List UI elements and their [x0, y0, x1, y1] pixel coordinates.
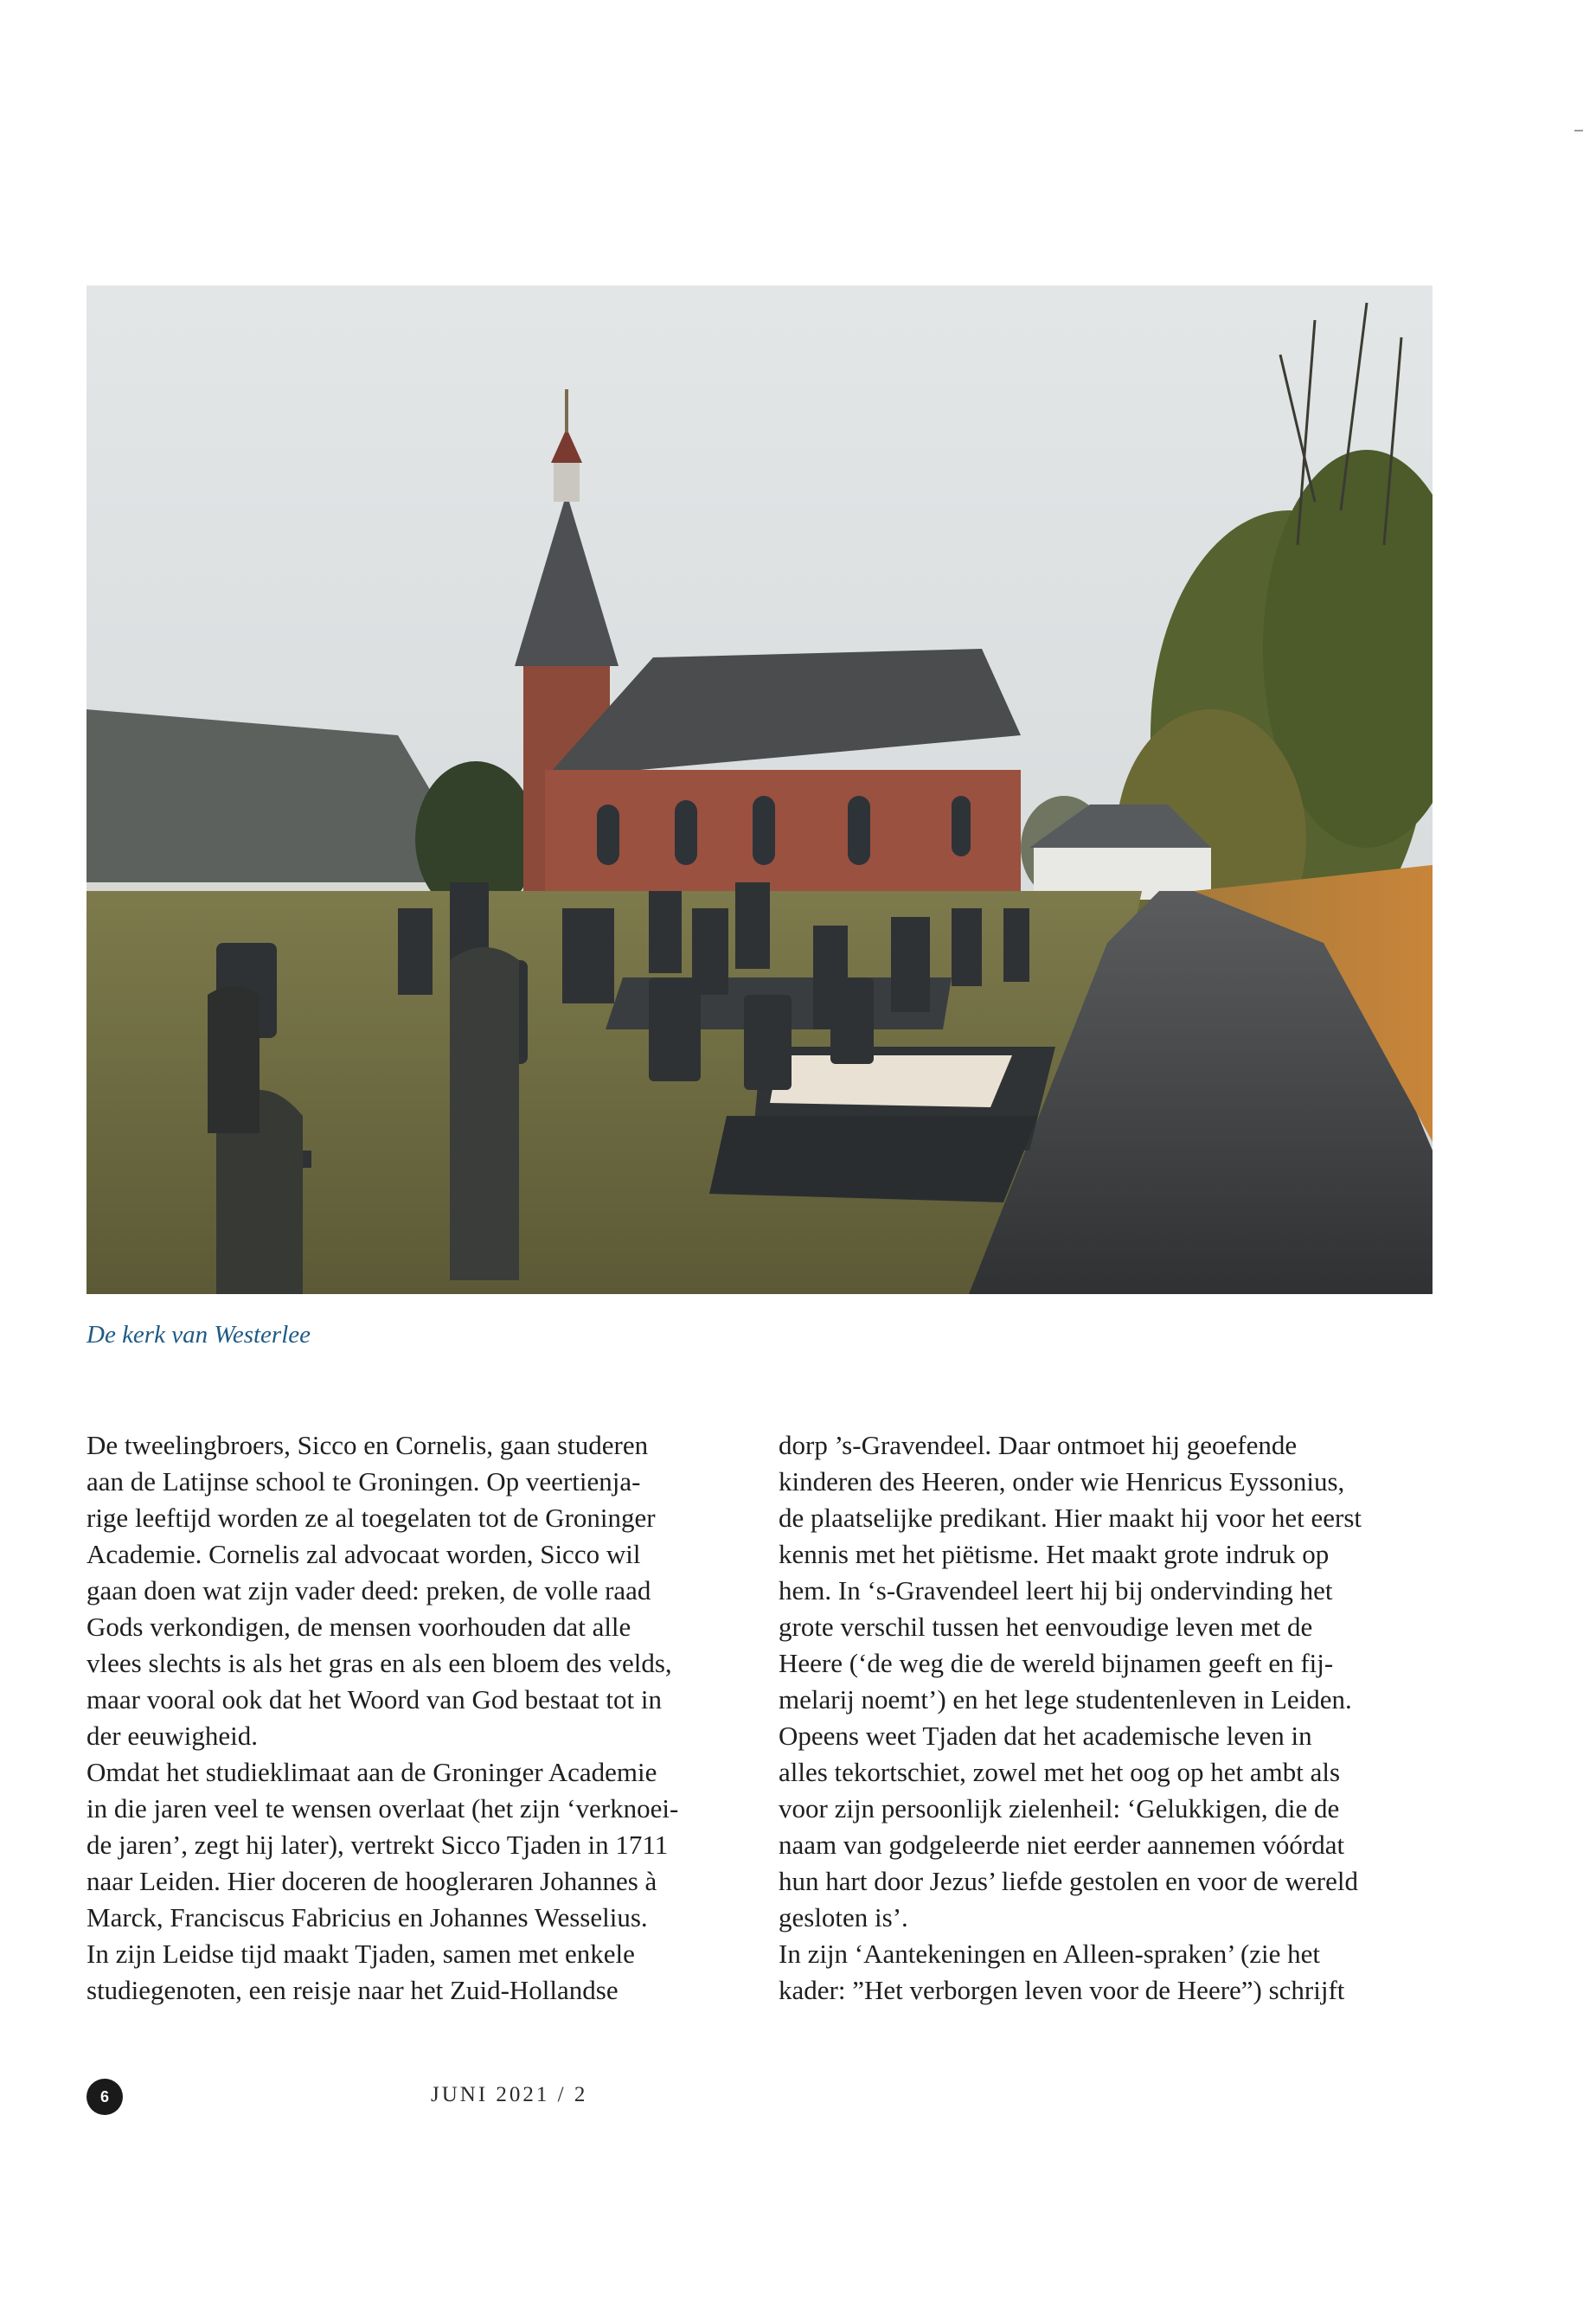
- page-edge-mark: [1574, 130, 1583, 131]
- body-line: melarij noemt’) en het lege studentenleven in Leiden.: [779, 1684, 1352, 1715]
- church-photo: [87, 285, 1433, 1294]
- body-line: kennis met het piëtisme. Het maakt grote indruk op: [779, 1539, 1330, 1569]
- body-line: rige leeftijd worden ze al toegelaten tot de Groninger: [87, 1503, 656, 1533]
- body-line: der eeuwigheid.: [87, 1721, 258, 1751]
- body-line: Marck, Franciscus Fabricius en Johannes Wesselius.: [87, 1902, 648, 1932]
- body-line: maar vooral ook dat het Woord van God bestaat tot in: [87, 1684, 662, 1715]
- body-line: hun hart door Jezus’ liefde gestolen en voor de wereld: [779, 1866, 1358, 1896]
- body-line: hem. In ‘s-Gravendeel leert hij bij ondervinding het: [779, 1575, 1333, 1606]
- body-line: kinderen des Heeren, onder wie Henricus Eyssonius,: [779, 1466, 1345, 1497]
- body-line: grote verschil tussen het eenvoudige leven met de: [779, 1612, 1313, 1642]
- body-line: Opeens weet Tjaden dat het academische leven in: [779, 1721, 1312, 1751]
- body-line: Heere (‘de weg die de wereld bijnamen geeft en fij-: [779, 1648, 1334, 1678]
- body-line: Omdat het studieklimaat aan de Groninger Academie: [87, 1757, 657, 1787]
- body-line: in die jaren veel te wensen overlaat (het zijn ‘verknoei-: [87, 1793, 679, 1823]
- body-line: gaan doen wat zijn vader deed: preken, de volle raad: [87, 1575, 651, 1606]
- body-line: de plaatselijke predikant. Hier maakt hij voor het eerst: [779, 1503, 1362, 1533]
- issue-label: JUNI 2021 / 2: [431, 2083, 588, 2106]
- body-line: alles tekortschiet, zowel met het oog op het ambt als: [779, 1757, 1341, 1787]
- text-column-left: [87, 1427, 735, 2009]
- body-line: studiegenoten, een reisje naar het Zuid-Hollandse: [87, 1975, 619, 2005]
- page-number-badge: 6: [87, 2079, 123, 2115]
- body-line: In zijn ‘Aantekeningen en Alleen-spraken’ (zie het: [779, 1939, 1321, 1969]
- body-line: gesloten is’.: [779, 1902, 908, 1932]
- body-line: Gods verkondigen, de mensen voorhouden dat alle: [87, 1612, 631, 1642]
- body-line: naar Leiden. Hier doceren de hoogleraren Johannes à: [87, 1866, 657, 1896]
- body-line: dorp ’s-Gravendeel. Daar ontmoet hij geoefende: [779, 1430, 1298, 1460]
- body-line: kader: ”Het verborgen leven voor de Heere”) schrijft: [779, 1975, 1345, 2005]
- body-line: naam van godgeleerde niet eerder aannemen vóórdat: [779, 1830, 1345, 1860]
- photo-caption: De kerk van Westerlee: [87, 1321, 311, 1349]
- body-line: In zijn Leidse tijd maakt Tjaden, samen met enkele: [87, 1939, 635, 1969]
- body-line: vlees slechts is als het gras en als een bloem des velds,: [87, 1648, 672, 1678]
- body-line: aan de Latijnse school te Groningen. Op veertienja-: [87, 1466, 641, 1497]
- body-line: de jaren’, zegt hij later), vertrekt Sicco Tjaden in 1711: [87, 1830, 669, 1860]
- body-line: De tweelingbroers, Sicco en Cornelis, gaan studeren: [87, 1430, 649, 1460]
- body-line: Academie. Cornelis zal advocaat worden, Sicco wil: [87, 1539, 641, 1569]
- body-line: voor zijn persoonlijk zielenheil: ‘Gelukkigen, die de: [779, 1793, 1340, 1823]
- text-column-right: [779, 1427, 1427, 2009]
